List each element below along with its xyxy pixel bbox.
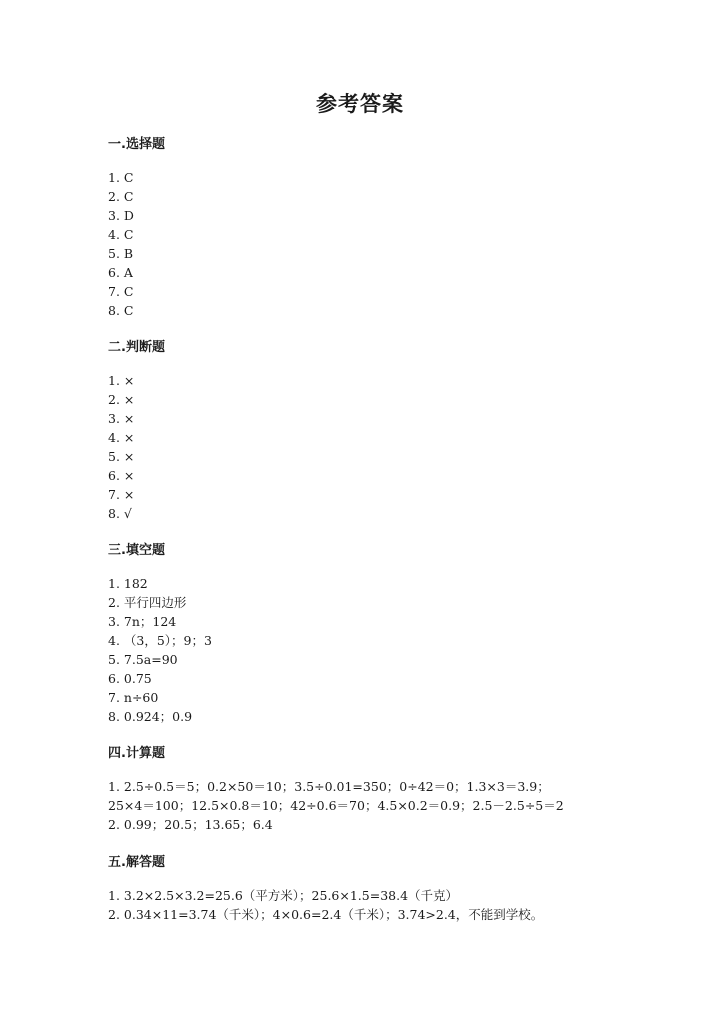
word-problem-answers — [108, 886, 628, 924]
answer-line: 7. C — [108, 284, 134, 299]
answer-line: 8. 0.924；0.9 — [108, 709, 193, 724]
answer-line: 2. 0.99；20.5；13.65；6.4 — [108, 817, 273, 832]
answer-line: 5. 7.5a=90 — [108, 652, 178, 667]
answer-line: 6. 0.75 — [108, 671, 152, 686]
page-title: 参考答案 — [316, 92, 404, 116]
answer-line: 2. × — [108, 392, 135, 407]
section-heading-calculation: 四.计算题 — [108, 746, 165, 761]
fill-blank-answers — [108, 574, 628, 726]
answer-line: 2. 平行四边形 — [108, 595, 187, 610]
answer-line: 5. B — [108, 246, 134, 261]
answer-line: 8. √ — [108, 506, 132, 521]
calculation-answers — [108, 777, 628, 834]
answer-line: 1. 2.5÷0.5＝5；0.2×50＝10；3.5÷0.01=350；0÷42＝0；1.3×3＝3.9； — [108, 779, 550, 794]
answer-line: 4. C — [108, 227, 134, 242]
answer-line: 3. × — [108, 411, 135, 426]
answer-line: 5. × — [108, 449, 135, 464]
answer-line: 2. 0.34×11=3.74（千米）；4×0.6=2.4（千米）；3.74>2.4，不能到学校。 — [108, 907, 544, 922]
answer-line: 3. 7n；124 — [108, 614, 177, 629]
section-heading-judgement: 二.判断题 — [108, 340, 165, 355]
answer-line: 8. C — [108, 303, 134, 318]
section-heading-fill-blank: 三.填空题 — [108, 543, 165, 558]
answer-line: 4. （3，5）；9；3 — [108, 633, 212, 648]
answer-line: 1. C — [108, 170, 134, 185]
answer-line: 7. n÷60 — [108, 690, 159, 705]
answer-line: 1. 182 — [108, 576, 148, 591]
judgement-answers — [108, 371, 628, 523]
answer-line: 3. D — [108, 208, 134, 223]
answer-line: 7. × — [108, 487, 135, 502]
section-heading-word-problems: 五.解答题 — [108, 855, 165, 870]
answer-line: 6. × — [108, 468, 135, 483]
answer-line: 2. C — [108, 189, 134, 204]
choice-answers — [108, 168, 628, 320]
answer-line: 4. × — [108, 430, 135, 445]
answer-line: 1. 3.2×2.5×3.2=25.6（平方米）；25.6×1.5=38.4（千克） — [108, 888, 459, 903]
answer-line: 25×4＝100；12.5×0.8＝10；42÷0.6＝70；4.5×0.2＝0.9；2.5－2.5÷5＝2 — [108, 798, 564, 813]
answer-line: 6. A — [108, 265, 133, 280]
section-heading-choice: 一.选择题 — [108, 137, 165, 152]
answer-line: 1. × — [108, 373, 135, 388]
